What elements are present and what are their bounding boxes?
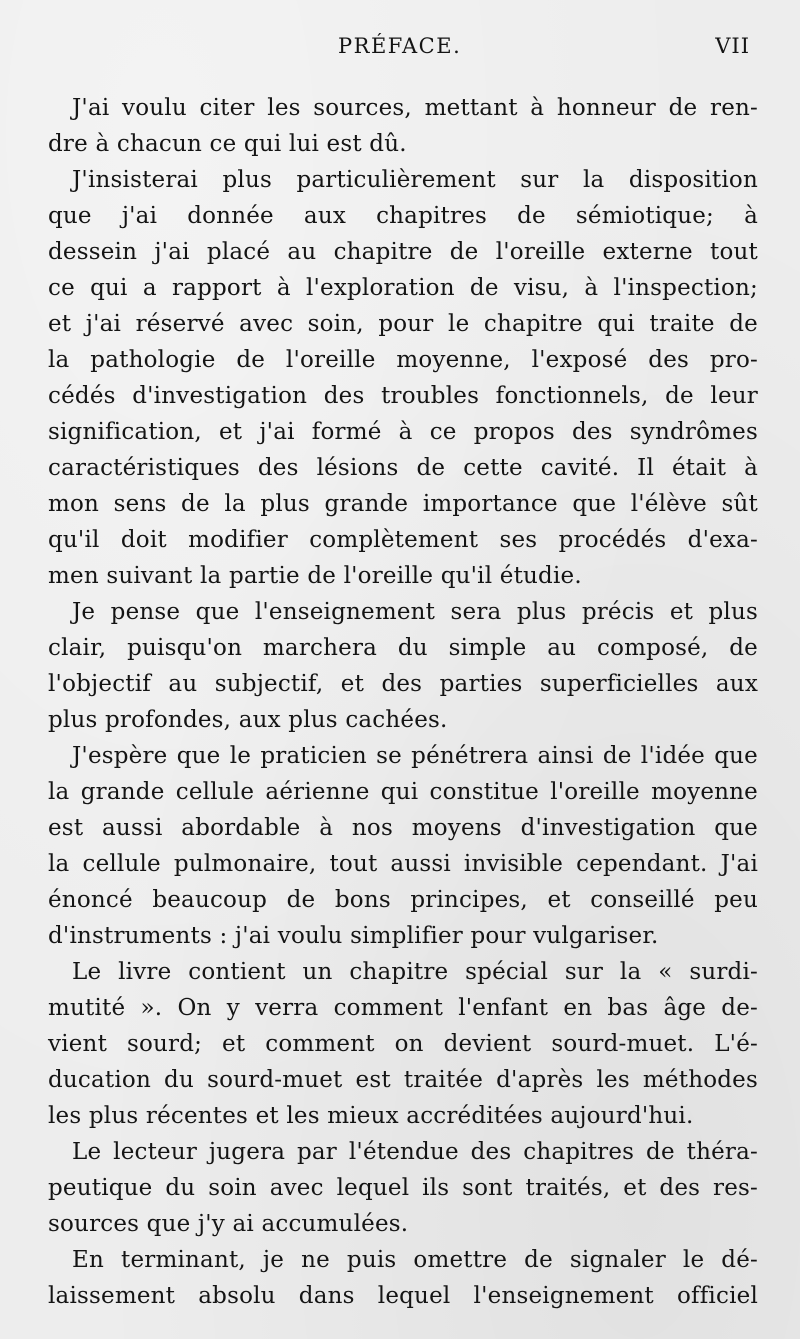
text-line: caractéristiques des lésions de cette cavité. Il était à — [48, 455, 758, 481]
text-line: énoncé beaucoup de bons principes, et conseillé peu — [48, 887, 758, 913]
paragraph-2 — [48, 162, 758, 594]
text-line: signification, et j'ai formé à ce propos des syndrômes — [48, 419, 758, 445]
text-line: J'ai voulu citer les sources, mettant à honneur de ren- — [72, 95, 758, 121]
paragraph-6 — [48, 1134, 758, 1242]
text-line: l'objectif au subjectif, et des parties superficielles aux — [48, 671, 758, 697]
text-line: ce qui a rapport à l'exploration de visu, à l'inspection; — [48, 275, 758, 301]
text-line: dessein j'ai placé au chapitre de l'oreille externe tout — [48, 239, 758, 265]
running-head — [48, 34, 760, 74]
text-line: sources que j'y ai accumulées. — [48, 1211, 409, 1237]
text-line: J'espère que le praticien se pénétrera ainsi de l'idée que — [72, 743, 758, 769]
text-line: plus profondes, aux plus cachées. — [48, 707, 448, 733]
text-line: cédés d'investigation des troubles fonctionnels, de leur — [48, 383, 758, 409]
paragraph-4 — [48, 738, 758, 954]
text-line: clair, puisqu'on marchera du simple au composé, de — [48, 635, 758, 661]
text-line: qu'il doit modifier complètement ses procédés d'exa- — [48, 527, 758, 553]
running-title: PRÉFACE. — [338, 34, 462, 58]
text-line: mon sens de la plus grande importance que l'élève sût — [48, 491, 758, 517]
text-line: la cellule pulmonaire, tout aussi invisible cependant. J'ai — [48, 851, 758, 877]
text-line: Le livre contient un chapitre spécial sur la « surdi- — [72, 959, 758, 985]
text-line: dre à chacun ce qui lui est dû. — [48, 131, 407, 157]
text-line: laissement absolu dans lequel l'enseignement officiel — [48, 1283, 758, 1309]
text-line: peutique du soin avec lequel ils sont traités, et des res- — [48, 1175, 758, 1201]
text-line: vient sourd; et comment on devient sourd-muet. L'é- — [48, 1031, 758, 1057]
text-line: J'insisterai plus particulièrement sur la disposition — [72, 167, 758, 193]
text-line: les plus récentes et les mieux accréditées aujourd'hui. — [48, 1103, 694, 1129]
text-line: En terminant, je ne puis omettre de signaler le dé- — [72, 1247, 758, 1273]
text-line: la pathologie de l'oreille moyenne, l'exposé des pro- — [48, 347, 758, 373]
text-line: ducation du sourd-muet est traitée d'après les méthodes — [48, 1067, 758, 1093]
text-line: que j'ai donnée aux chapitres de sémiotique; à — [48, 203, 758, 229]
paragraph-5 — [48, 954, 758, 1134]
text-line: Le lecteur jugera par l'étendue des chapitres de théra- — [72, 1139, 758, 1165]
text-line: et j'ai réservé avec soin, pour le chapitre qui traite de — [48, 311, 758, 337]
text-line: est aussi abordable à nos moyens d'investigation que — [48, 815, 758, 841]
text-line: men suivant la partie de l'oreille qu'il étudie. — [48, 563, 582, 589]
text-line: la grande cellule aérienne qui constitue l'oreille moyenne — [48, 779, 758, 805]
paragraph-7 — [48, 1242, 758, 1314]
paragraph-3 — [48, 594, 758, 738]
page-number: VII — [715, 34, 750, 58]
text-line: mutité ». On y verra comment l'enfant en bas âge de- — [48, 995, 758, 1021]
text-line: d'instruments : j'ai voulu simplifier pour vulgariser. — [48, 923, 659, 949]
body-text — [48, 90, 758, 1314]
paragraph-1 — [48, 90, 758, 162]
text-line: Je pense que l'enseignement sera plus précis et plus — [72, 599, 758, 625]
